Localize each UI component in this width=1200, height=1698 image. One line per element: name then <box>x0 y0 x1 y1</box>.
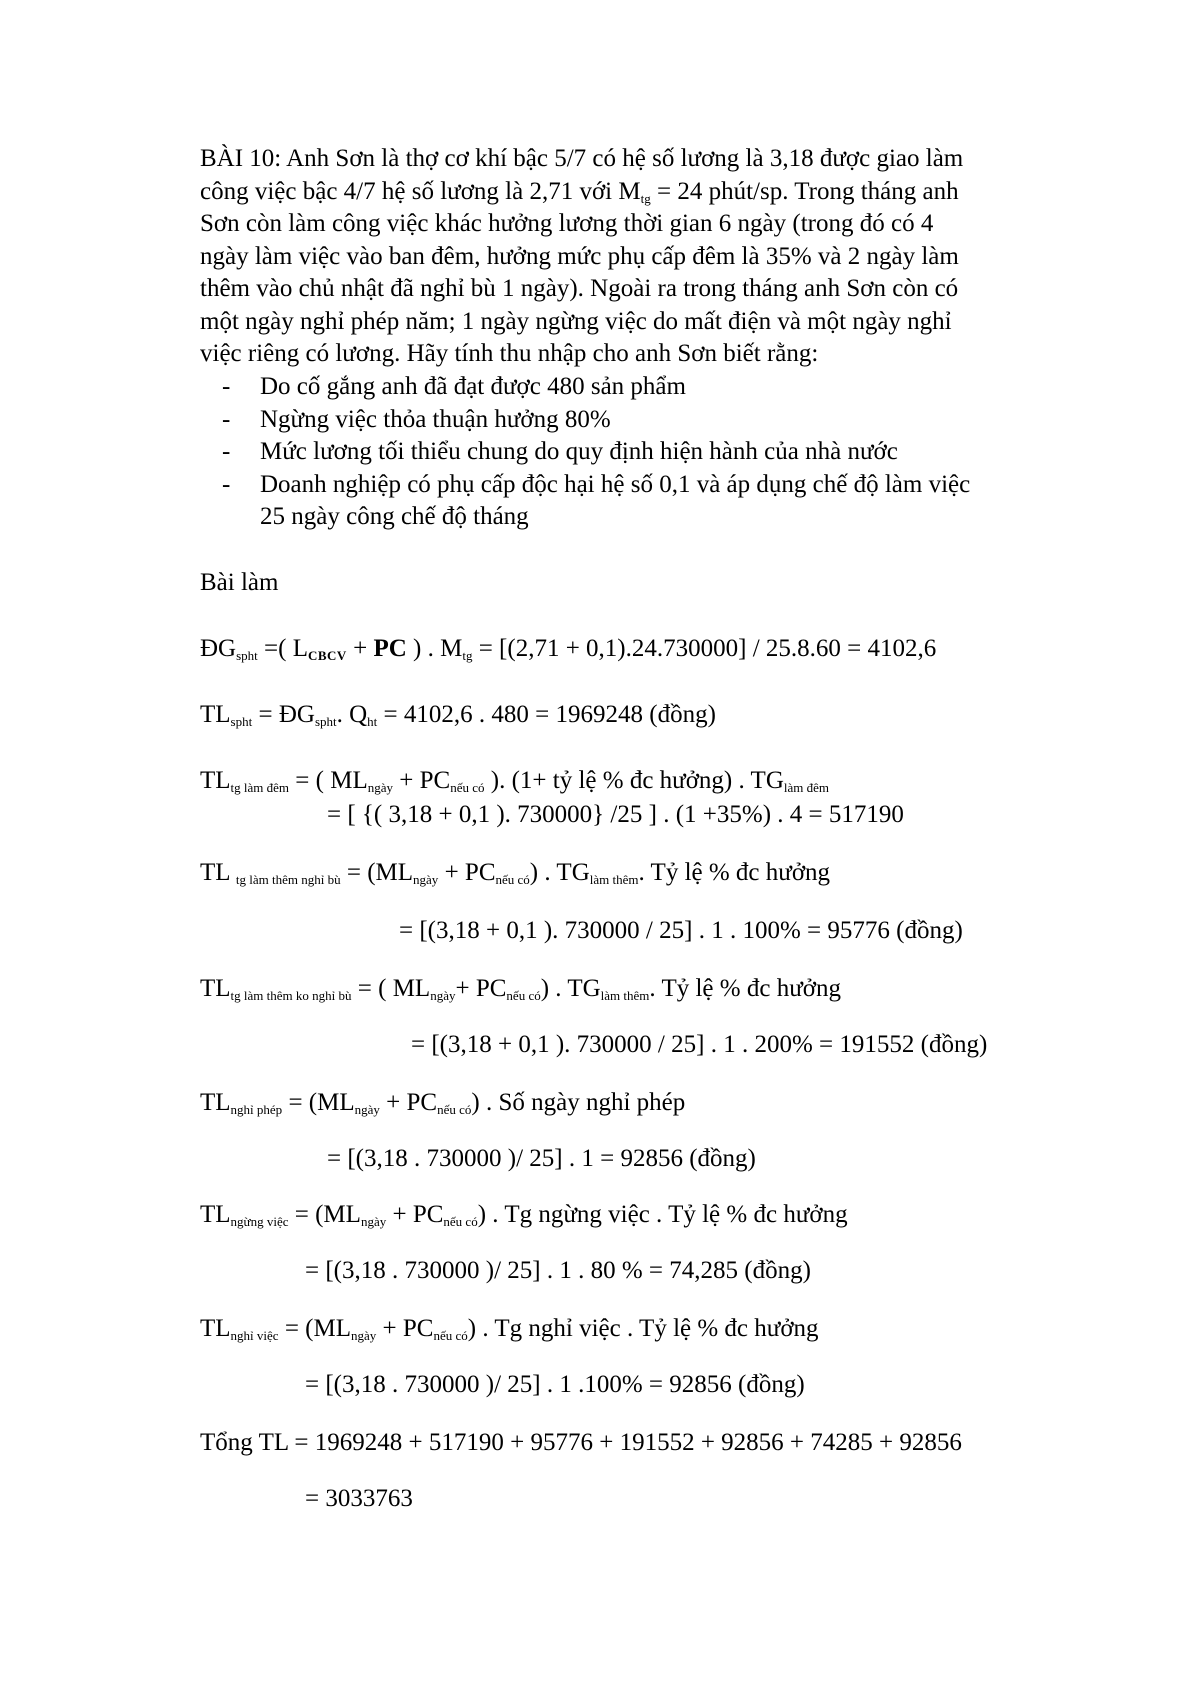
formula-tl-dem-result: = [ {( 3,18 + 0,1 ). 730000} /25 ] . (1 +35%) . 4 = 517190 <box>327 801 904 828</box>
bullet-dash: - <box>222 438 231 465</box>
problem-line: thêm vào chủ nhật đã nghỉ bù 1 ngày). Ngoài ra trong tháng anh Sơn còn có <box>200 275 959 302</box>
problem-statement <box>200 143 1080 371</box>
list-item: - Do cố gắng anh đã đạt được 480 sản phẩm <box>222 371 1100 404</box>
formula-tl-them-ko: $TL_{tg làm thêm ko nghỉ bù}$ = ( $ML_{ngày}+ PC_{nếu có}$) . $TG_{làm thêm}$. Tỷ lệ % đc hưởng <box>200 975 841 1003</box>
formula-dg: $ĐG_{spht}$ =( $L_{CBCV}$ + PC ) . $M_{tg} = [(2,71 + 0,1).24.730000] / 25.8.60 = 4102,6$ <box>200 635 937 663</box>
formula-tl-ngung: $TL_{ngừng việc} = (ML_{ngày} + PC_{nếu có})$ . Tg ngừng việc . Tỷ lệ % đc hưởng <box>200 1201 848 1229</box>
formula-tl-spht: $TL_{spht}$ = $ĐG_{spht}$. $Q_{ht} = 4102,6$ . 480 = 1969248 (đồng) <box>200 701 716 729</box>
formula-tl-them-nghibu: TL $_{tg làm thêm nghỉ bù} = (ML_{ngày} + PC_{nếu có})$ . $TG_{làm thêm}$. Tỷ lệ % đc hưởng <box>200 859 831 887</box>
list-item: - Doanh nghiệp có phụ cấp độc hại hệ số 0,1 và áp dụng chế độ làm việc 25 ngày công chế độ tháng <box>222 470 971 530</box>
solution-heading: Bài làm <box>200 569 279 596</box>
problem-line: việc riêng có lương. Hãy tính thu nhập cho anh Sơn biết rằng: <box>200 340 819 367</box>
formula-tl-dem: $TL_{tg làm đêm}$ = ( $ML_{ngày} + PC_{nếu có}$ ). (1+ tỷ lệ % đc hưởng) . $TG_{làm đêm}$ <box>200 767 830 795</box>
list-item: - Ngừng việc thỏa thuận hưởng 80% <box>222 404 1100 437</box>
problem-line: BÀI 10: Anh Sơn là thợ cơ khí bậc 5/7 có hệ số lương là 3,18 được giao làm <box>200 145 964 172</box>
formula-tl-them-nghibu-result: = [(3,18 + 0,1 ). 730000 / 25] . 1 . 100% = 95776 (đồng) <box>399 917 963 944</box>
problem-line: Sơn còn làm công việc khác hưởng lương thời gian 6 ngày (trong đó có 4 <box>200 210 934 237</box>
formula-tl-phep-result: = [(3,18 . 730000 )/ 25] . 1 = 92856 (đồng) <box>327 1145 756 1172</box>
conditions-list <box>222 371 1100 534</box>
list-item: - Mức lương tối thiểu chung do quy định hiện hành của nhà nước <box>222 436 1100 469</box>
problem-line: công việc bậc 4/7 hệ số lương là 2,71 với $M_{tg} = 24$ phút/sp. Trong tháng anh <box>200 177 959 206</box>
bullet-dash: - <box>222 373 231 400</box>
formula-tl-them-ko-result: = [(3,18 + 0,1 ). 730000 / 25] . 1 . 200% = 191552 (đồng) <box>411 1031 988 1058</box>
formula-tl-nghiviec: $TL_{nghỉ việc} = (ML_{ngày} + PC_{nếu có})$ . Tg nghỉ việc . Tỷ lệ % đc hưởng <box>200 1315 819 1343</box>
problem-line: ngày làm việc vào ban đêm, hưởng mức phụ cấp đêm là 35% và 2 ngày làm <box>200 242 959 270</box>
formula-tl-ngung-result: = [(3,18 . 730000 )/ 25] . 1 . 80 % = 74,285 (đồng) <box>305 1257 811 1284</box>
bullet-dash: - <box>222 405 231 433</box>
formula-tl-nghiviec-result: = [(3,18 . 730000 )/ 25] . 1 .100% = 92856 (đồng) <box>305 1371 805 1398</box>
problem-title: BÀI 10: <box>200 145 282 172</box>
total-formula: Tổng TL = 1969248 + 517190 + 95776 + 191552 + 92856 + 74285 + 92856 <box>200 1429 962 1456</box>
bullet-dash: - <box>222 470 231 498</box>
formula-tl-phep: $TL_{nghỉ phép} = (ML_{ngày} + PC_{nếu có})$ . Số ngày nghỉ phép <box>200 1089 686 1117</box>
problem-line: một ngày nghỉ phép năm; 1 ngày ngừng việc do mất điện và một ngày nghỉ <box>200 307 952 335</box>
total-result: = 3033763 <box>305 1485 413 1512</box>
